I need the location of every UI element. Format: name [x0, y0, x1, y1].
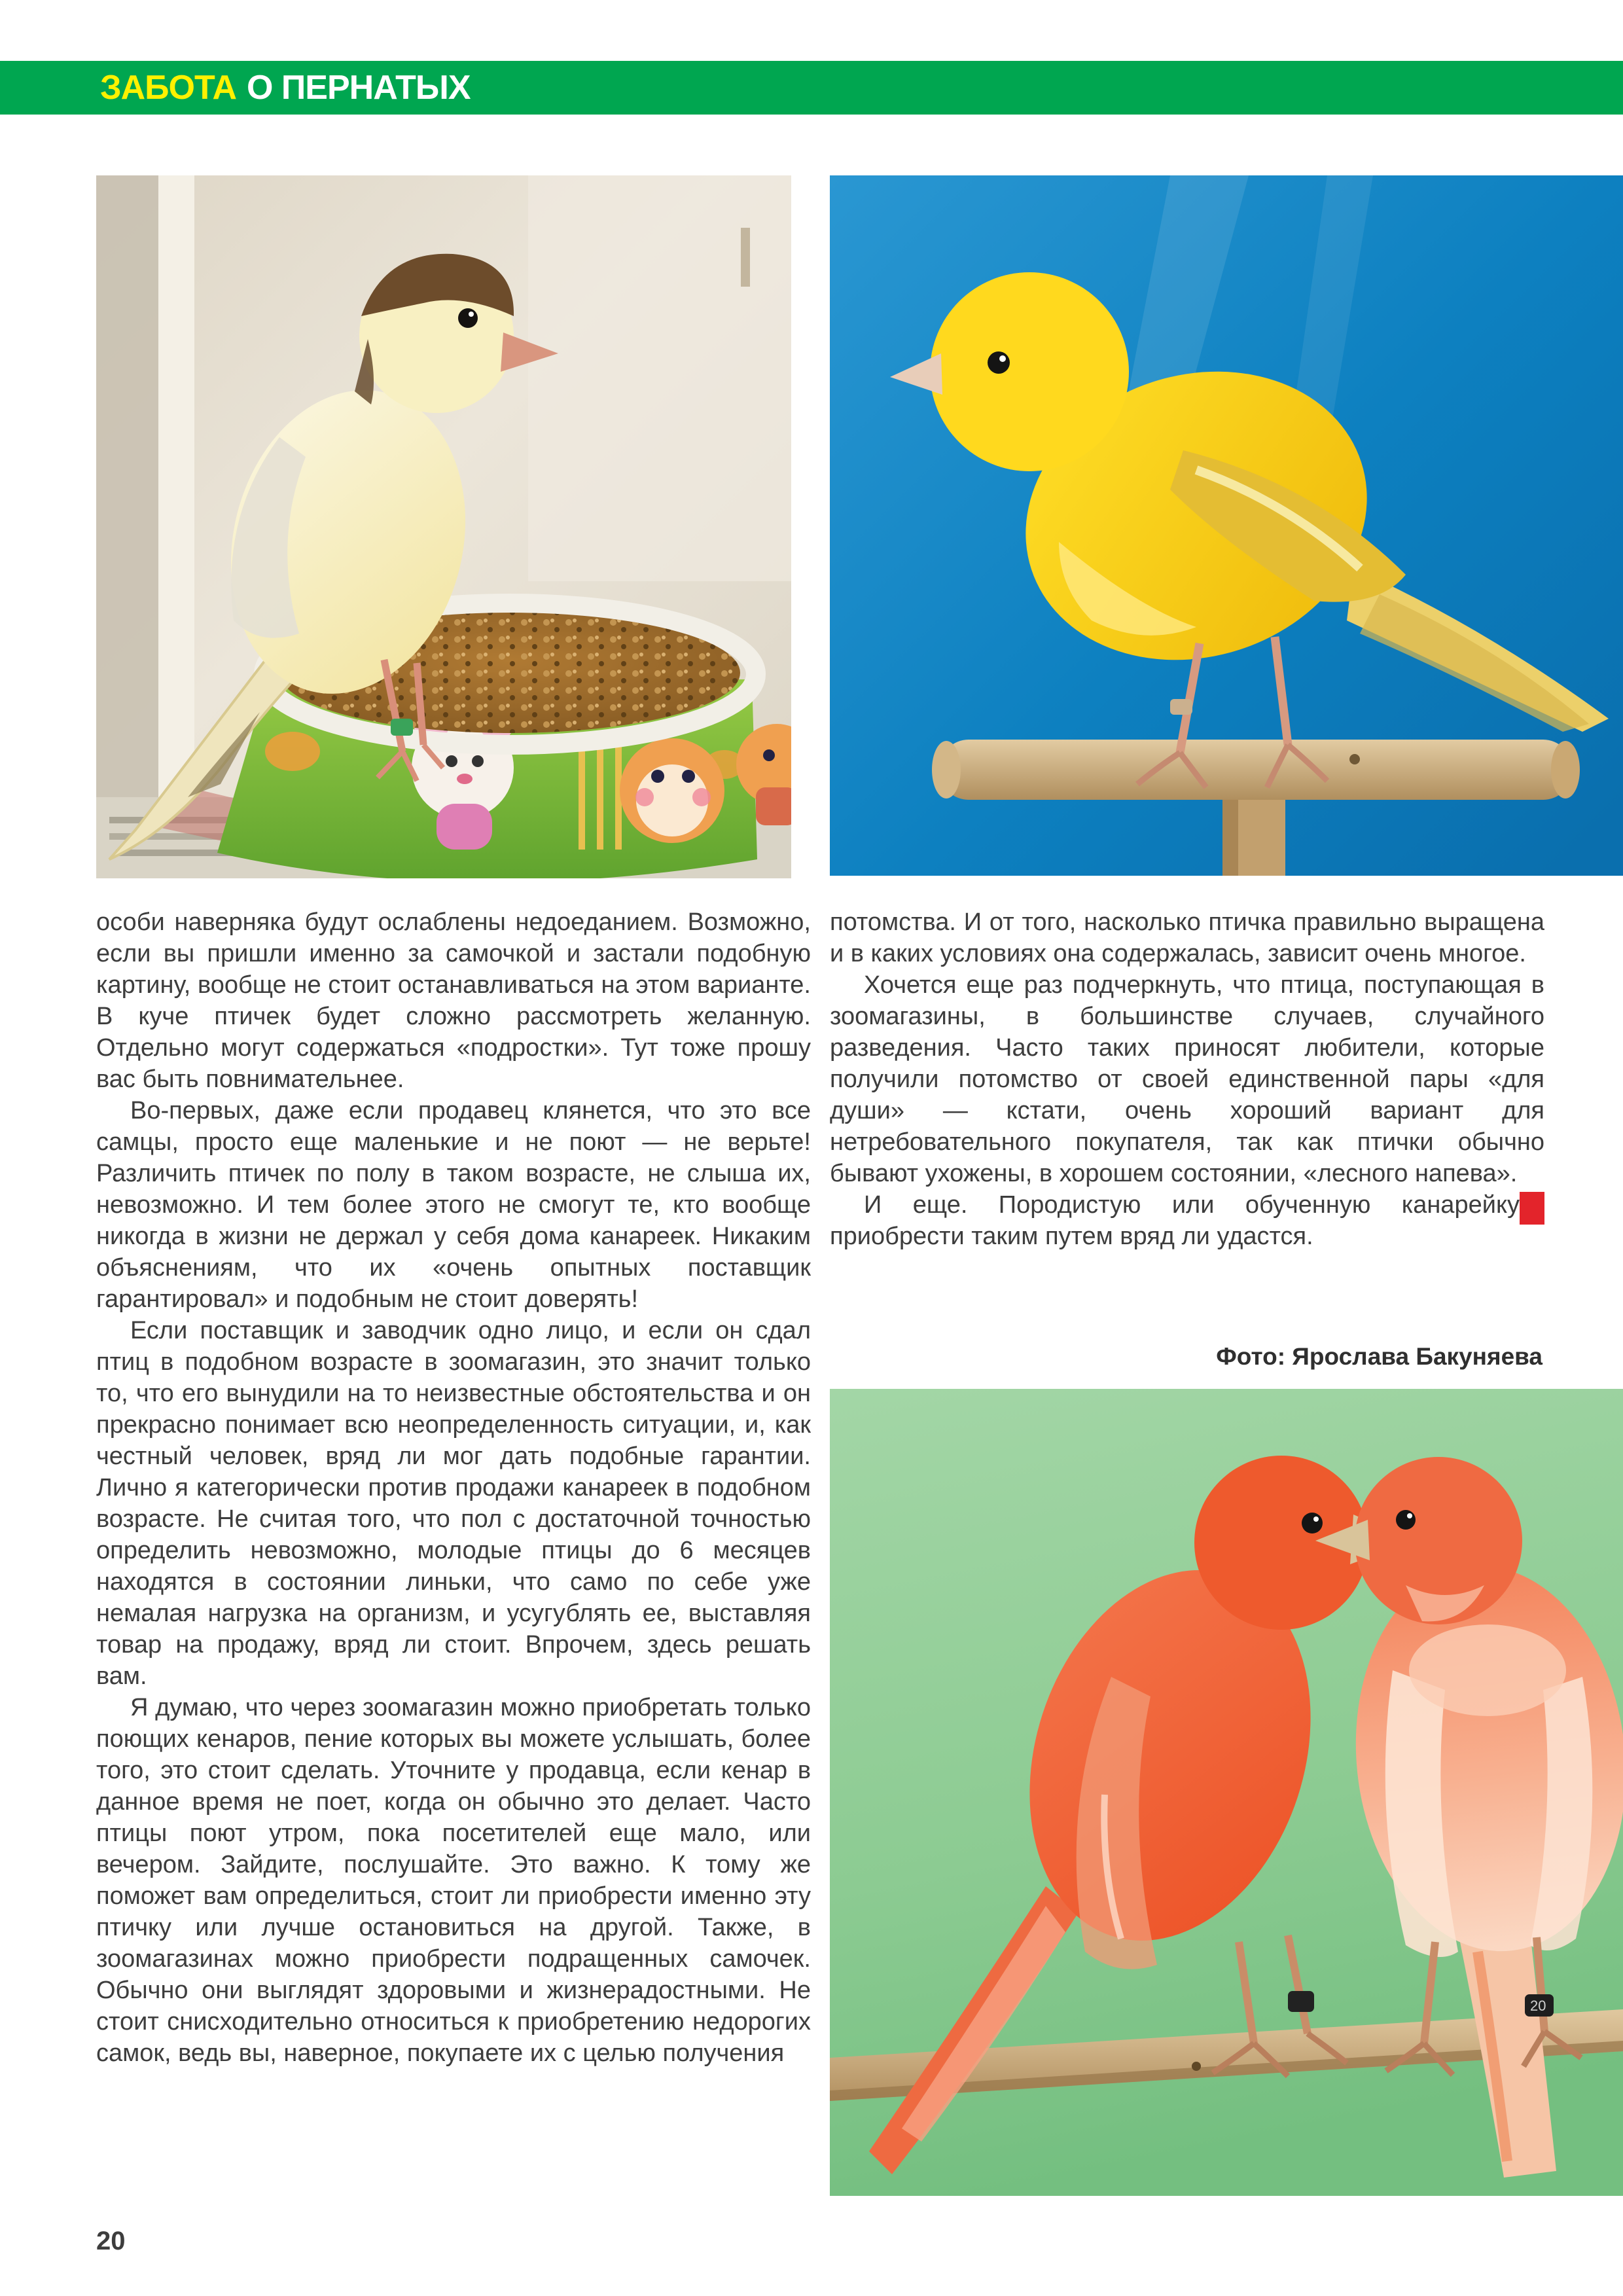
section-title-highlight: ЗАБОТА — [100, 69, 236, 107]
paragraph: особи наверняка будут ослаблены недоеданием. Возможно, если вы пришли именно за самочкой и застали подобную картину, вообще не стоит останавливаться на этом варианте. В куче птичек будет сложно рассмотреть желанную. Отдельно могут содержаться «подростки». Тут тоже прошу вас быть повнимательнее. — [96, 908, 811, 1093]
photo-two-red-canaries — [830, 1389, 1623, 2196]
canary-food-bowl-illustration — [96, 175, 791, 878]
article-column-left — [96, 906, 811, 2069]
paragraph: Хочется еще раз подчеркнуть, что птица, поступающая в зоомагазины, в большинстве случаев, случайного разведения. Часто таких приносят любители, которые получили потомство от своей единственной пары «для души» — кстати, очень хороший вариант для нетребовательного покупателя, так как птички обычно бывают ухожены, в хорошем состоянии, «лесного напева». — [830, 971, 1544, 1187]
leg-band — [391, 719, 413, 736]
article-column-right — [830, 906, 1544, 1252]
svg-text:20: 20 — [1530, 1998, 1546, 2014]
section-title — [100, 68, 471, 107]
head — [930, 272, 1129, 471]
red-canaries-illustration — [830, 1389, 1623, 2196]
page-number: 20 — [96, 2227, 126, 2255]
leg-band — [1170, 699, 1192, 715]
article-end-marker — [1520, 1192, 1544, 1225]
section-title-rest: О ПЕРНАТЫХ — [247, 69, 471, 107]
paragraph: Во-первых, даже если продавец клянется, что это все самцы, просто еще маленькие и не поют — не верьте! Различить птичек по полу в таком возрасте, не слыша их, невозможно. И тем более этого не смогут те, кто вообще никогда в жизни не держал у себя дома канареек. Никаким объяснениям, что их «очень опытных поставщик гарантировал» и подобным не стоит доверять! — [96, 1097, 811, 1313]
paragraph: Если поставщик и заводчик одно лицо, и если он сдал птиц в подобном возрасте в зоомагазин, это значит только то, что его вынудили на то неизвестные обстоятельства и он прекрасно понимает всю неопределенность ситуации, и, как честный человек, вряд ли мог дать подобные гарантии. Лично я категорически против продажи канареек в подобном возрасте. Не считая того, что пол с достаточной точностью определить невозможно, молодые птицы до 6 месяцев находятся в состоянии линьки, что само по себе уже немалая нагрузка на организм, и усугублять ее, выставляя товар на продажу, вряд ли стоит. Впрочем, здесь решать вам. — [96, 1317, 811, 1690]
cartoon-hamster — [620, 738, 724, 843]
leg-ring — [1288, 1991, 1314, 2012]
photo-yellow-canary-on-perch — [830, 175, 1623, 876]
yellow-canary-illustration — [830, 175, 1623, 876]
section-header-bar — [0, 61, 1623, 115]
photo-canary-on-food-bowl — [96, 175, 791, 878]
photo-credit: Фото: Ярослава Бакуняева — [1216, 1343, 1543, 1370]
paragraph: И еще. Породистую или обученную канарейку приобрести таким путем вряд ли удастся. — [830, 1189, 1544, 1252]
paragraph: Я думаю, что через зоомагазин можно приобретать только поющих кенаров, пение которых вы можете услышать, более того, это стоит сделать. Уточните у продавца, если кенар в данное время не поет, когда он обычно это делает. Часто птицы поют утром, пока посетителей еще мало, или вечером. Зайдите, послушайте. Это важно. К тому же поможет вам определиться, стоит ли приобрести именно эту птичку или лучше остановиться на другой. Также, в зоомагазинах можно приобрести подращенных самочек. Обычно они выглядят здоровыми и жизнерадостными. Не стоит снисходительно относиться к приобретению недорогих самок, ведь вы, наверное, покупаете их с целью получения — [96, 1694, 811, 2067]
paragraph: потомства. И от того, насколько птичка правильно выращена и в каких условиях она содержалась, зависит очень многое. — [830, 908, 1544, 967]
